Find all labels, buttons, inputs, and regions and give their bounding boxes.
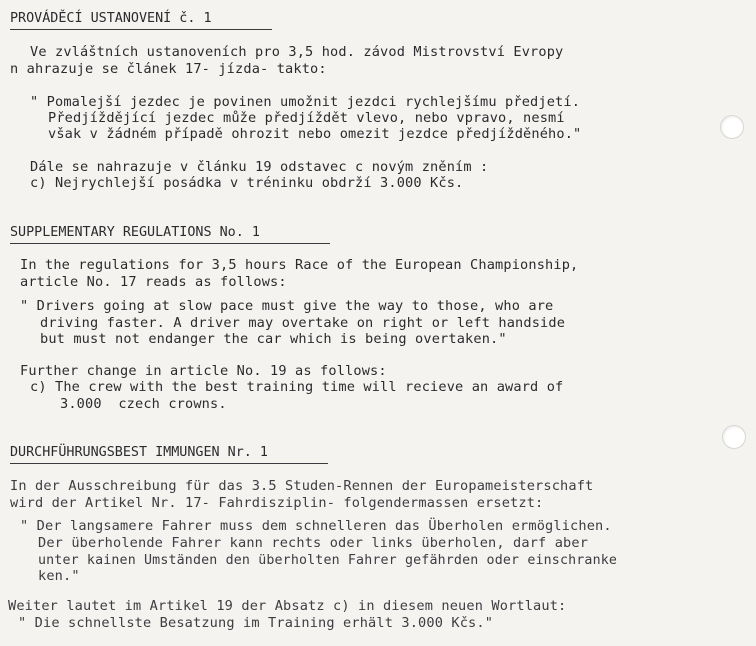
english-quote-line-3: but must not endanger the car which is being overtaken.": [40, 331, 507, 347]
english-line-4: c) The crew with the best training time will recieve an award of: [30, 379, 564, 395]
german-line-1: In der Ausschreibung für das 3.5 Studen-Rennen der Europameisterschaft: [10, 478, 594, 494]
german-quote-line-2: Der überholende Fahrer kann rechts oder links überholen, darf aber: [38, 535, 589, 551]
section-heading-czech: PROVÁDĚCÍ USTANOVENÍ č. 1: [10, 11, 212, 26]
czech-line-4: c) Nejrychlejší posádka v tréninku obdrží 3.000 Kčs.: [30, 175, 464, 191]
english-quote-line-1: " Drivers going at slow pace must give the way to those, who are: [20, 298, 554, 314]
german-quote-line-3: unter kainen Umständen den überholten Fahrer gefährden oder einschranke: [38, 553, 618, 568]
german-quote-line-4: ken.": [38, 568, 80, 584]
czech-quote-line-1: " Pomalejší jezdec je povinen umožnit jezdci rychlejšímu předjetí.: [30, 94, 581, 110]
english-line-2: article No. 17 reads as follows:: [20, 274, 287, 290]
heading-underline: [10, 463, 328, 464]
german-line-3: Weiter lautet im Artikel 19 der Absatz c) in diesem neuen Wortlaut:: [8, 598, 567, 614]
german-quote-line-1: " Der langsamere Fahrer muss dem schnelleren das Überholen ermöglichen.: [20, 518, 612, 534]
czech-quote-line-3: však v žádném případě ohrozit nebo omezit jezdce předjížděného.": [48, 126, 582, 142]
punch-hole: [720, 115, 744, 139]
english-line-5: 3.000 czech crowns.: [60, 396, 227, 412]
german-line-4: " Die schnellste Besatzung im Training erhält 3.000 Kčs.": [18, 615, 494, 631]
english-line-3: Further change in article No. 19 as follows:: [20, 363, 387, 379]
czech-line-2: n ahrazuje se článek 17- jízda- takto:: [10, 61, 327, 77]
czech-line-3: Dále se nahrazuje v článku 19 odstavec c novým zněním :: [30, 159, 489, 175]
punch-hole: [722, 425, 746, 449]
heading-underline: [10, 29, 272, 30]
czech-quote-line-2: Předjíždějící jezdec může předjíždět vlevo, nebo vpravo, nesmí: [48, 110, 565, 126]
english-line-1: In the regulations for 3,5 hours Race of the European Championship,: [20, 257, 579, 273]
section-heading-english: SUPPLEMENTARY REGULATIONS No. 1: [10, 225, 260, 240]
german-line-2: wird der Artikel Nr. 17- Fahrdisziplin- folgendermassen ersetzt:: [10, 495, 544, 511]
section-heading-german: DURCHFÜHRUNGSBEST IMMUNGEN Nr. 1: [10, 445, 268, 460]
czech-line-1: Ve zvláštních ustanoveních pro 3,5 hod. závod Mistrovství Evropy: [30, 44, 564, 60]
english-quote-line-2: driving faster. A driver may overtake on right or left handside: [40, 315, 566, 331]
heading-underline: [10, 243, 330, 244]
